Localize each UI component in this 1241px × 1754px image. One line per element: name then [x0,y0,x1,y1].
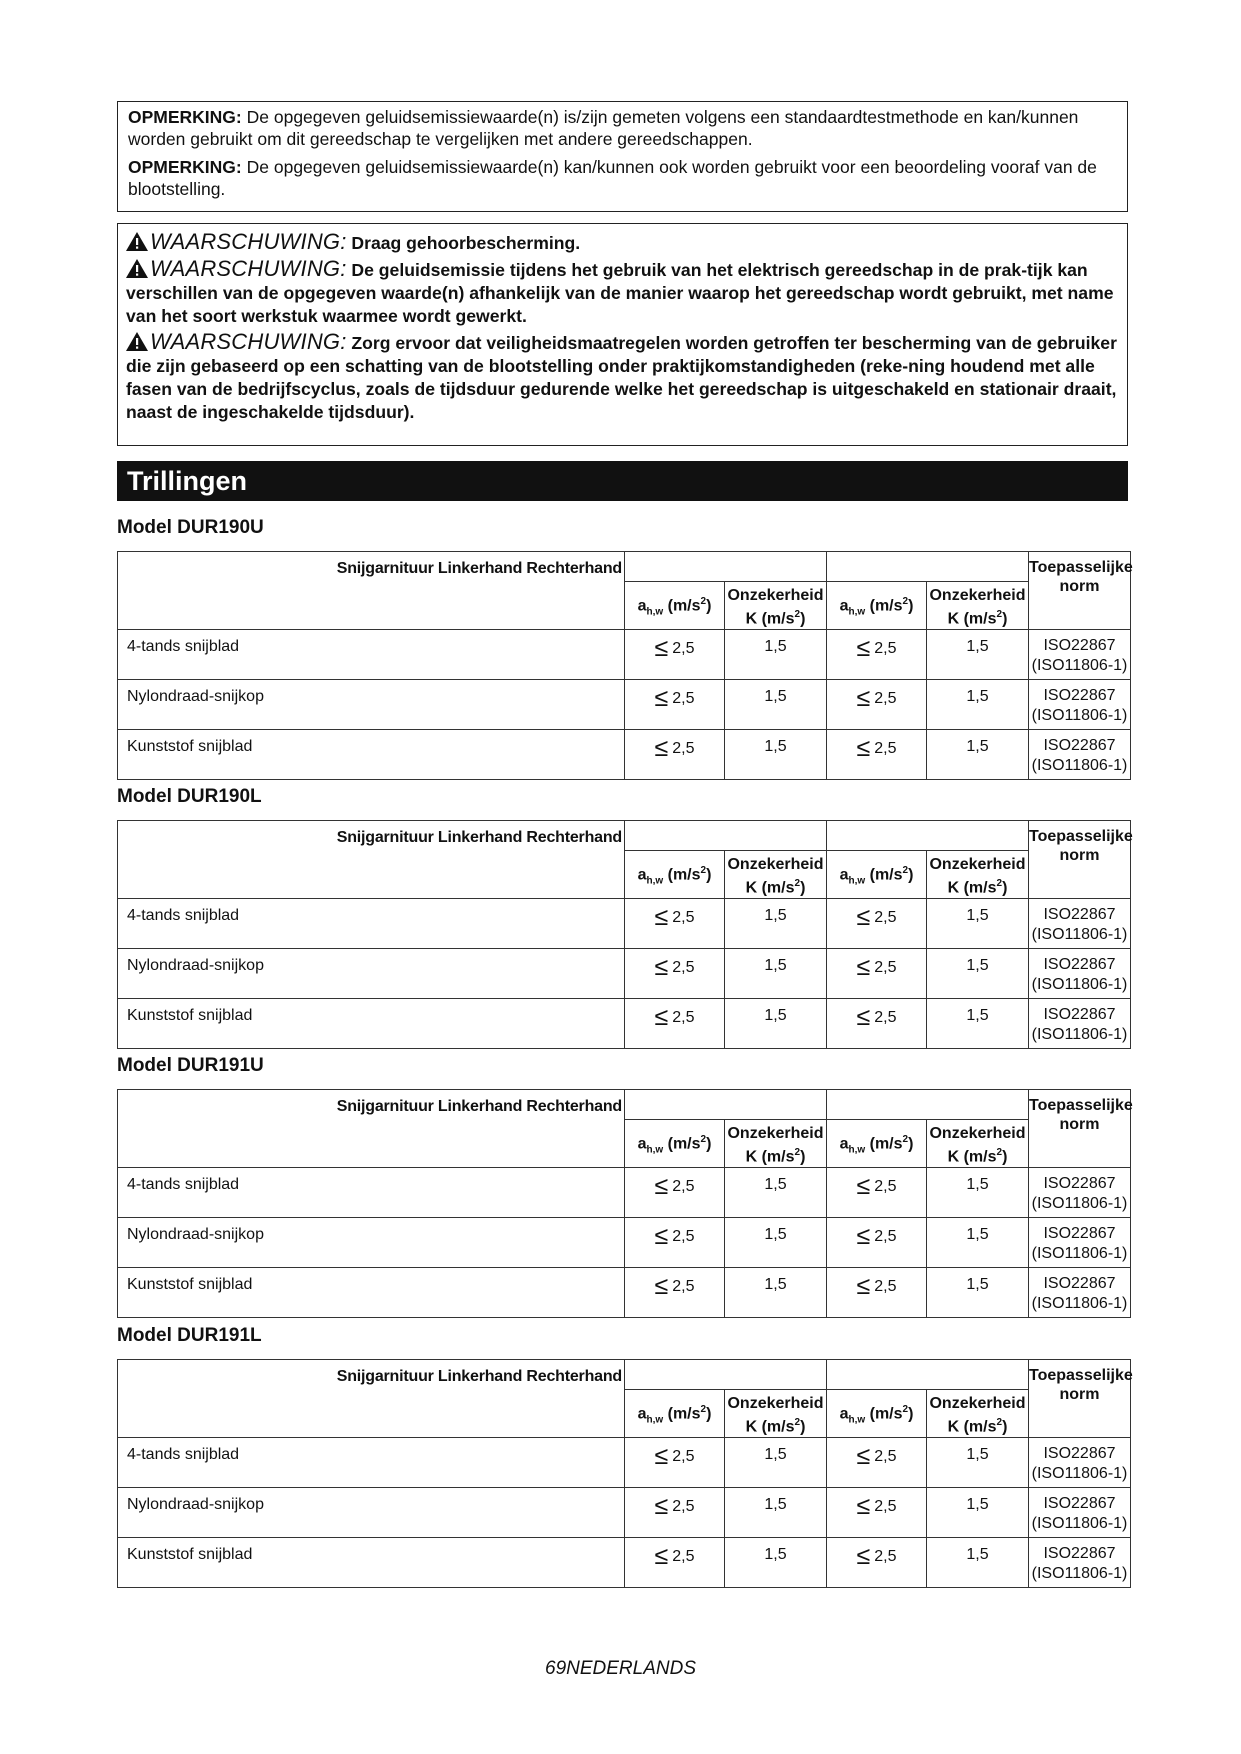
warning-triangle-icon [126,259,148,278]
row-label: 4-tands snijblad [118,1438,625,1488]
right-ahw-value: ≤ 2,5 [827,680,927,730]
warning-3 [126,330,1119,424]
header-norm: Toepasselijke norm [1029,552,1131,630]
header-left-ahw: $a_{h,w}$ $(m/s^2)$ [625,1120,725,1168]
left-uncertainty-value: 1,5 [725,680,827,730]
norm-value: ISO22867 (ISO11806-1) [1029,1168,1131,1218]
model-title: Model DUR190L [117,786,262,807]
header-right-uncertainty: Onzekerheid K $(m/s^2)$ [927,1390,1029,1438]
header-right-hand-group [827,821,1029,851]
warning-1 [126,230,1119,255]
table-row [118,899,1131,949]
right-ahw-value: ≤ 2,5 [827,1218,927,1268]
note-label: OPMERKING: [128,107,242,127]
row-label: 4-tands snijblad [118,630,625,680]
header-right-hand-group [827,1090,1029,1120]
right-ahw-value: ≤ 2,5 [827,1268,927,1318]
left-ahw-value: ≤ 2,5 [625,1218,725,1268]
header-left-ahw: $a_{h,w}$ $(m/s^2)$ [625,851,725,899]
left-ahw-value: ≤ 2,5 [625,999,725,1049]
row-label: Kunststof snijblad [118,999,625,1049]
right-uncertainty-value: 1,5 [927,680,1029,730]
warning-text: Draag gehoorbescherming. [351,233,581,253]
left-uncertainty-value: 1,5 [725,1488,827,1538]
vibration-table [117,551,1131,780]
vibration-table [117,820,1131,1049]
vibration-table [117,1089,1131,1318]
header-left-ahw: $a_{h,w}$ $(m/s^2)$ [625,582,725,630]
right-ahw-value: ≤ 2,5 [827,899,927,949]
left-uncertainty-value: 1,5 [725,899,827,949]
left-ahw-value: ≤ 2,5 [625,630,725,680]
table-row [118,680,1131,730]
page-footer: 69NEDERLANDS [545,1658,696,1679]
header-right-hand-group [827,552,1029,582]
left-uncertainty-value: 1,5 [725,1438,827,1488]
header-snijgarnituur: Snijgarnituur Linkerhand Rechterhand [118,1090,625,1168]
header-right-uncertainty: Onzekerheid K $(m/s^2)$ [927,851,1029,899]
right-uncertainty-value: 1,5 [927,1488,1029,1538]
left-ahw-value: ≤ 2,5 [625,949,725,999]
row-label: Nylondraad-snijkop [118,949,625,999]
row-label: Kunststof snijblad [118,1538,625,1588]
table-row [118,1538,1131,1588]
header-left-uncertainty: Onzekerheid K $(m/s^2)$ [725,582,827,630]
row-label: Nylondraad-snijkop [118,1488,625,1538]
left-uncertainty-value: 1,5 [725,999,827,1049]
right-uncertainty-value: 1,5 [927,899,1029,949]
header-left-uncertainty: Onzekerheid K $(m/s^2)$ [725,851,827,899]
row-label: 4-tands snijblad [118,1168,625,1218]
warning-label: WAARSCHUWING: [150,329,347,354]
left-ahw-value: ≤ 2,5 [625,680,725,730]
table-row [118,999,1131,1049]
norm-value: ISO22867 (ISO11806-1) [1029,1268,1131,1318]
header-left-ahw: $a_{h,w}$ $(m/s^2)$ [625,1390,725,1438]
right-uncertainty-value: 1,5 [927,630,1029,680]
left-uncertainty-value: 1,5 [725,730,827,780]
right-ahw-value: ≤ 2,5 [827,1168,927,1218]
norm-value: ISO22867 (ISO11806-1) [1029,949,1131,999]
model-title: Model DUR190U [117,517,264,538]
left-uncertainty-value: 1,5 [725,630,827,680]
header-snijgarnituur: Snijgarnituur Linkerhand Rechterhand [118,1360,625,1438]
header-right-ahw: $a_{h,w}$ $(m/s^2)$ [827,1120,927,1168]
norm-value: ISO22867 (ISO11806-1) [1029,680,1131,730]
row-label: Kunststof snijblad [118,730,625,780]
left-uncertainty-value: 1,5 [725,949,827,999]
header-norm: Toepasselijke norm [1029,1090,1131,1168]
right-uncertainty-value: 1,5 [927,730,1029,780]
norm-value: ISO22867 (ISO11806-1) [1029,1438,1131,1488]
header-right-hand-group [827,1360,1029,1390]
left-uncertainty-value: 1,5 [725,1538,827,1588]
left-uncertainty-value: 1,5 [725,1168,827,1218]
note-label: OPMERKING: [128,157,242,177]
norm-value: ISO22867 (ISO11806-1) [1029,1218,1131,1268]
left-ahw-value: ≤ 2,5 [625,1438,725,1488]
row-label: Nylondraad-snijkop [118,1218,625,1268]
right-ahw-value: ≤ 2,5 [827,1488,927,1538]
right-ahw-value: ≤ 2,5 [827,1438,927,1488]
left-uncertainty-value: 1,5 [725,1218,827,1268]
table-row [118,1488,1131,1538]
norm-value: ISO22867 (ISO11806-1) [1029,630,1131,680]
header-left-hand-group [625,1090,827,1120]
left-ahw-value: ≤ 2,5 [625,1538,725,1588]
norm-value: ISO22867 (ISO11806-1) [1029,1488,1131,1538]
section-title: Trillingen [117,461,1128,501]
warning-2 [126,257,1119,328]
row-label: 4-tands snijblad [118,899,625,949]
notes-box [117,101,1128,212]
right-ahw-value: ≤ 2,5 [827,949,927,999]
left-uncertainty-value: 1,5 [725,1268,827,1318]
table-row [118,1268,1131,1318]
right-ahw-value: ≤ 2,5 [827,999,927,1049]
header-right-uncertainty: Onzekerheid K $(m/s^2)$ [927,582,1029,630]
warning-label: WAARSCHUWING: [150,256,347,281]
row-label: Kunststof snijblad [118,1268,625,1318]
right-uncertainty-value: 1,5 [927,1438,1029,1488]
warning-label: WAARSCHUWING: [150,229,347,254]
header-left-hand-group [625,552,827,582]
row-label: Nylondraad-snijkop [118,680,625,730]
right-uncertainty-value: 1,5 [927,1538,1029,1588]
table-row [118,630,1131,680]
model-title: Model DUR191L [117,1325,262,1346]
norm-value: ISO22867 (ISO11806-1) [1029,999,1131,1049]
right-uncertainty-value: 1,5 [927,1268,1029,1318]
table-row [118,1168,1131,1218]
right-uncertainty-value: 1,5 [927,1168,1029,1218]
left-ahw-value: ≤ 2,5 [625,1168,725,1218]
header-norm: Toepasselijke norm [1029,821,1131,899]
model-title: Model DUR191U [117,1055,264,1076]
table-row [118,1218,1131,1268]
table-row [118,730,1131,780]
vibration-table [117,1359,1131,1588]
note-1 [128,106,1117,150]
warning-triangle-icon [126,332,148,351]
left-ahw-value: ≤ 2,5 [625,899,725,949]
header-left-uncertainty: Onzekerheid K $(m/s^2)$ [725,1120,827,1168]
note-2 [128,156,1117,200]
right-ahw-value: ≤ 2,5 [827,1538,927,1588]
header-snijgarnituur: Snijgarnituur Linkerhand Rechterhand [118,552,625,630]
right-uncertainty-value: 1,5 [927,949,1029,999]
norm-value: ISO22867 (ISO11806-1) [1029,899,1131,949]
header-right-ahw: $a_{h,w}$ $(m/s^2)$ [827,851,927,899]
warning-text: De geluidsemissie tijdens het gebruik van het elektrisch gereedschap in de prak-tijk kan verschillen van de opgegeven waarde(n) afhankelijk van de manier waarop het gereedschap wordt gebruikt, met name van het soort werkstuk waarmee wordt gewerkt. [126,260,1114,326]
note-text: De opgegeven geluidsemissiewaarde(n) kan/kunnen ook worden gebruikt voor een beoordeling vooraf van de blootstelling. [128,157,1097,199]
norm-value: ISO22867 (ISO11806-1) [1029,730,1131,780]
header-left-uncertainty: Onzekerheid K $(m/s^2)$ [725,1390,827,1438]
table-row [118,1438,1131,1488]
left-ahw-value: ≤ 2,5 [625,1488,725,1538]
header-left-hand-group [625,1360,827,1390]
warnings-box [117,223,1128,446]
left-ahw-value: ≤ 2,5 [625,730,725,780]
note-text: De opgegeven geluidsemissiewaarde(n) is/zijn gemeten volgens een standaardtestmethode en kan/kunnen worden gebruikt om dit gereedschap te vergelijken met andere gereedschappen. [128,107,1079,149]
right-ahw-value: ≤ 2,5 [827,630,927,680]
header-right-uncertainty: Onzekerheid K $(m/s^2)$ [927,1120,1029,1168]
header-right-ahw: $a_{h,w}$ $(m/s^2)$ [827,1390,927,1438]
warning-triangle-icon [126,232,148,251]
header-snijgarnituur: Snijgarnituur Linkerhand Rechterhand [118,821,625,899]
right-uncertainty-value: 1,5 [927,1218,1029,1268]
right-uncertainty-value: 1,5 [927,999,1029,1049]
header-left-hand-group [625,821,827,851]
table-row [118,949,1131,999]
header-right-ahw: $a_{h,w}$ $(m/s^2)$ [827,582,927,630]
right-ahw-value: ≤ 2,5 [827,730,927,780]
norm-value: ISO22867 (ISO11806-1) [1029,1538,1131,1588]
left-ahw-value: ≤ 2,5 [625,1268,725,1318]
header-norm: Toepasselijke norm [1029,1360,1131,1438]
warning-text: Zorg ervoor dat veiligheidsmaatregelen worden getroffen ter bescherming van de gebruiker die zijn gebaseerd op een schatting van de blootstelling onder praktijkomstandigheden (reke-ning houdend met alle fasen van de bedrijfscyclus, zoals de tijdsduur gedurende welke het gereedschap is uitgeschakeld en stationair draait, naast de ingeschakelde tijdsduur). [126,333,1117,422]
